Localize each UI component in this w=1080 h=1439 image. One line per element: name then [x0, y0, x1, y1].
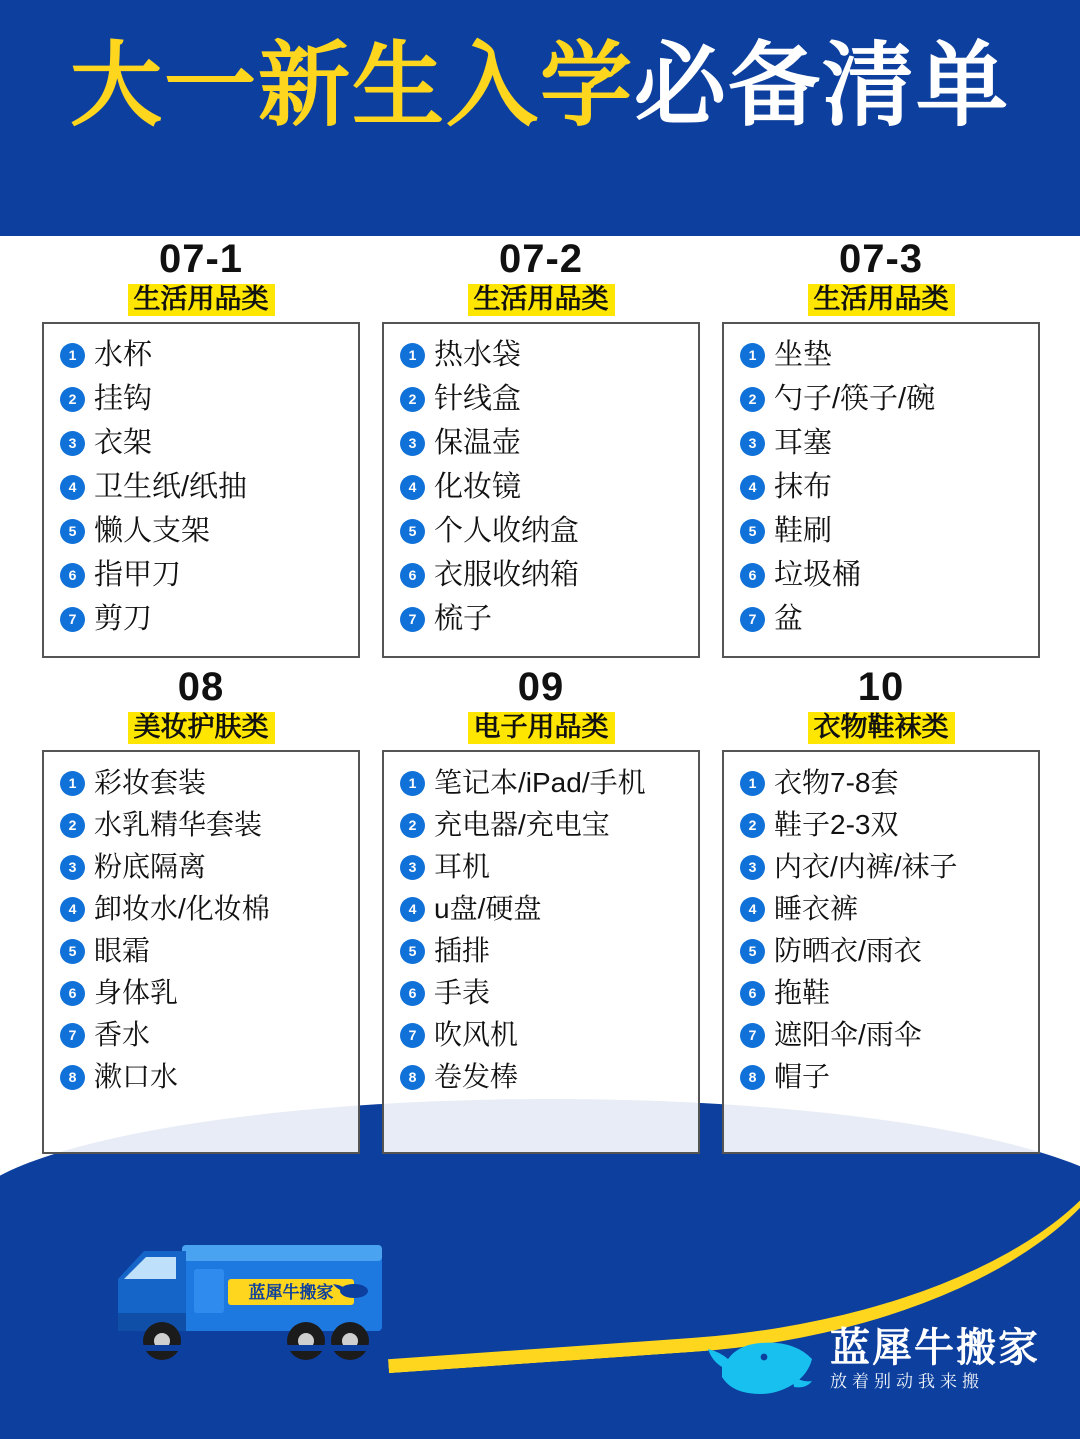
list-item — [740, 1018, 1028, 1052]
list-item — [740, 558, 1028, 592]
item-number-badge: 4 — [60, 475, 85, 500]
item-label: 盆 — [774, 603, 804, 635]
category-subtitle: 生活用品类 — [808, 284, 955, 316]
list-item — [400, 976, 688, 1010]
item-number-badge: 2 — [400, 813, 425, 838]
category-card — [722, 750, 1040, 1154]
list-item — [400, 850, 688, 884]
list-item — [60, 976, 348, 1010]
list-item — [740, 514, 1028, 548]
item-label: 卸妆水/化妆棉 — [94, 893, 270, 924]
item-label: 漱口水 — [94, 1061, 179, 1092]
list-item — [740, 382, 1028, 416]
item-number-badge: 4 — [740, 475, 765, 500]
item-number-badge: 3 — [400, 855, 425, 880]
list-item — [740, 892, 1028, 926]
list-item — [60, 382, 348, 416]
item-label: 防晒衣/雨衣 — [774, 935, 922, 966]
item-number-badge: 6 — [60, 563, 85, 588]
item-label: 抹布 — [774, 471, 833, 503]
item-number-badge: 8 — [740, 1065, 765, 1090]
list-item — [740, 470, 1028, 504]
item-label: 衣服收纳箱 — [434, 559, 580, 591]
item-number-badge: 8 — [60, 1065, 85, 1090]
item-label: 指甲刀 — [94, 559, 182, 591]
item-number-badge: 5 — [740, 519, 765, 544]
list-item — [400, 338, 688, 372]
list-item — [740, 602, 1028, 636]
brand-lockup — [706, 1323, 1040, 1397]
list-item — [400, 808, 688, 842]
category-subtitle-wrap — [42, 284, 360, 316]
list-item — [60, 426, 348, 460]
item-label: 内衣/内裤/袜子 — [774, 851, 958, 882]
item-number-badge: 6 — [400, 981, 425, 1006]
list-item — [740, 934, 1028, 968]
item-number-badge: 2 — [740, 387, 765, 412]
list-item — [740, 808, 1028, 842]
item-label: 粉底隔离 — [94, 851, 207, 882]
category-number: 07-2 — [498, 237, 584, 281]
category-08 — [42, 664, 360, 1154]
item-label: 插排 — [434, 935, 491, 966]
item-number-badge: 5 — [400, 519, 425, 544]
list-item — [400, 514, 688, 548]
item-label: 水乳精华套装 — [94, 809, 263, 840]
item-number-badge: 6 — [60, 981, 85, 1006]
item-number-badge: 3 — [400, 431, 425, 456]
category-07-1 — [42, 236, 360, 658]
item-label: 充电器/充电宝 — [434, 809, 610, 840]
item-label: 保温壶 — [434, 427, 522, 459]
item-label: 鞋刷 — [774, 515, 833, 547]
category-grid — [42, 236, 1042, 1154]
item-label: 遮阳伞/雨伞 — [774, 1019, 922, 1050]
page-title — [0, 36, 1080, 137]
category-10 — [722, 664, 1040, 1154]
list-item — [60, 766, 348, 800]
list-item — [60, 892, 348, 926]
item-label: 彩妆套装 — [94, 767, 207, 798]
category-subtitle: 电子用品类 — [468, 712, 615, 744]
item-label: 吹风机 — [434, 1019, 519, 1050]
category-card — [382, 322, 700, 658]
item-label: 垃圾桶 — [774, 559, 862, 591]
item-number-badge: 1 — [60, 343, 85, 368]
item-label: 剪刀 — [94, 603, 153, 635]
item-number-badge: 7 — [400, 1023, 425, 1048]
category-card — [722, 322, 1040, 658]
category-number: 07-1 — [158, 237, 244, 281]
list-item — [400, 426, 688, 460]
list-item — [60, 934, 348, 968]
item-number-badge: 1 — [740, 771, 765, 796]
item-number-badge: 8 — [400, 1065, 425, 1090]
item-number-badge: 4 — [740, 897, 765, 922]
list-item — [400, 934, 688, 968]
truck-body-text: 蓝犀牛搬家 — [248, 1283, 334, 1302]
item-label: 拖鞋 — [774, 977, 831, 1008]
list-item — [740, 1060, 1028, 1094]
brand-slogan: 放着别动我来搬 — [830, 1372, 984, 1391]
item-label: 热水袋 — [434, 339, 522, 371]
item-label: 化妆镜 — [434, 471, 522, 503]
item-label: u盘/硬盘 — [434, 893, 542, 924]
item-number-badge: 7 — [740, 607, 765, 632]
item-label: 挂钩 — [94, 383, 153, 415]
item-number-badge: 5 — [740, 939, 765, 964]
item-label: 梳子 — [434, 603, 493, 635]
item-label: 水杯 — [94, 339, 153, 371]
item-label: 坐垫 — [774, 339, 833, 371]
category-07-2 — [382, 236, 700, 658]
category-number: 08 — [177, 665, 225, 709]
list-item — [400, 602, 688, 636]
item-number-badge: 4 — [60, 897, 85, 922]
item-label: 针线盒 — [434, 383, 522, 415]
list-item — [400, 382, 688, 416]
list-item — [400, 766, 688, 800]
list-item — [60, 338, 348, 372]
category-subtitle: 生活用品类 — [468, 284, 615, 316]
item-number-badge: 1 — [400, 343, 425, 368]
brand-text — [830, 1326, 1040, 1394]
category-number: 07-3 — [838, 237, 924, 281]
list-item — [60, 514, 348, 548]
category-number: 10 — [857, 665, 905, 709]
list-item — [400, 1018, 688, 1052]
category-07-3 — [722, 236, 1040, 658]
list-item — [740, 976, 1028, 1010]
item-number-badge: 3 — [740, 855, 765, 880]
item-label: 衣物7-8套 — [774, 767, 899, 798]
category-card — [42, 322, 360, 658]
title-part-one: 大一新生入学 — [69, 35, 634, 137]
list-item — [60, 470, 348, 504]
item-label: 身体乳 — [94, 977, 179, 1008]
category-subtitle: 生活用品类 — [128, 284, 275, 316]
item-number-badge: 7 — [60, 1023, 85, 1048]
list-item — [400, 558, 688, 592]
item-label: 睡衣裤 — [774, 893, 859, 924]
item-number-badge: 4 — [400, 475, 425, 500]
item-number-badge: 2 — [400, 387, 425, 412]
item-number-badge: 7 — [740, 1023, 765, 1048]
list-item — [60, 850, 348, 884]
list-item — [60, 1060, 348, 1094]
list-item — [740, 850, 1028, 884]
item-number-badge: 5 — [60, 519, 85, 544]
poster-header — [0, 0, 1080, 236]
item-label: 鞋子2-3双 — [774, 809, 899, 840]
category-subtitle: 美妆护肤类 — [128, 712, 275, 744]
category-card — [382, 750, 700, 1154]
list-item — [740, 766, 1028, 800]
item-number-badge: 2 — [740, 813, 765, 838]
item-number-badge: 2 — [60, 387, 85, 412]
item-number-badge: 5 — [60, 939, 85, 964]
list-item — [60, 808, 348, 842]
item-label: 卫生纸/纸抽 — [94, 471, 248, 503]
list-item — [60, 558, 348, 592]
list-item — [60, 1018, 348, 1052]
brand-name: 蓝犀牛搬家 — [830, 1326, 1040, 1370]
item-label: 耳塞 — [774, 427, 833, 459]
list-item — [400, 470, 688, 504]
list-item — [60, 602, 348, 636]
item-number-badge: 5 — [400, 939, 425, 964]
category-subtitle: 衣物鞋袜类 — [808, 712, 955, 744]
item-number-badge: 3 — [60, 431, 85, 456]
category-subtitle-wrap — [722, 284, 1040, 316]
item-number-badge: 2 — [60, 813, 85, 838]
item-label: 眼霜 — [94, 935, 151, 966]
item-number-badge: 6 — [740, 563, 765, 588]
item-number-badge: 3 — [740, 431, 765, 456]
item-number-badge: 6 — [400, 563, 425, 588]
title-part-two: 必备清单 — [634, 35, 1011, 137]
list-item — [400, 892, 688, 926]
item-number-badge: 1 — [740, 343, 765, 368]
list-item — [400, 1060, 688, 1094]
item-number-badge: 1 — [60, 771, 85, 796]
item-label: 勺子/筷子/碗 — [774, 383, 936, 415]
category-09 — [382, 664, 700, 1154]
item-number-badge: 7 — [60, 607, 85, 632]
item-label: 懒人支架 — [94, 515, 211, 547]
item-number-badge: 4 — [400, 897, 425, 922]
item-label: 耳机 — [434, 851, 491, 882]
item-number-badge: 3 — [60, 855, 85, 880]
item-number-badge: 7 — [400, 607, 425, 632]
item-label: 手表 — [434, 977, 491, 1008]
category-subtitle-wrap — [382, 284, 700, 316]
category-number: 09 — [517, 665, 565, 709]
category-subtitle-wrap — [722, 712, 1040, 744]
rhino-icon — [706, 1323, 816, 1397]
item-label: 帽子 — [774, 1061, 831, 1092]
item-label: 卷发棒 — [434, 1061, 519, 1092]
item-label: 香水 — [94, 1019, 151, 1050]
category-subtitle-wrap — [382, 712, 700, 744]
item-number-badge: 6 — [740, 981, 765, 1006]
list-item — [740, 338, 1028, 372]
item-label: 个人收纳盒 — [434, 515, 580, 547]
item-label: 笔记本/iPad/手机 — [434, 767, 646, 798]
category-card — [42, 750, 360, 1154]
list-item — [740, 426, 1028, 460]
moving-truck-illustration — [110, 1217, 400, 1377]
category-subtitle-wrap — [42, 712, 360, 744]
item-number-badge: 1 — [400, 771, 425, 796]
item-label: 衣架 — [94, 427, 153, 459]
